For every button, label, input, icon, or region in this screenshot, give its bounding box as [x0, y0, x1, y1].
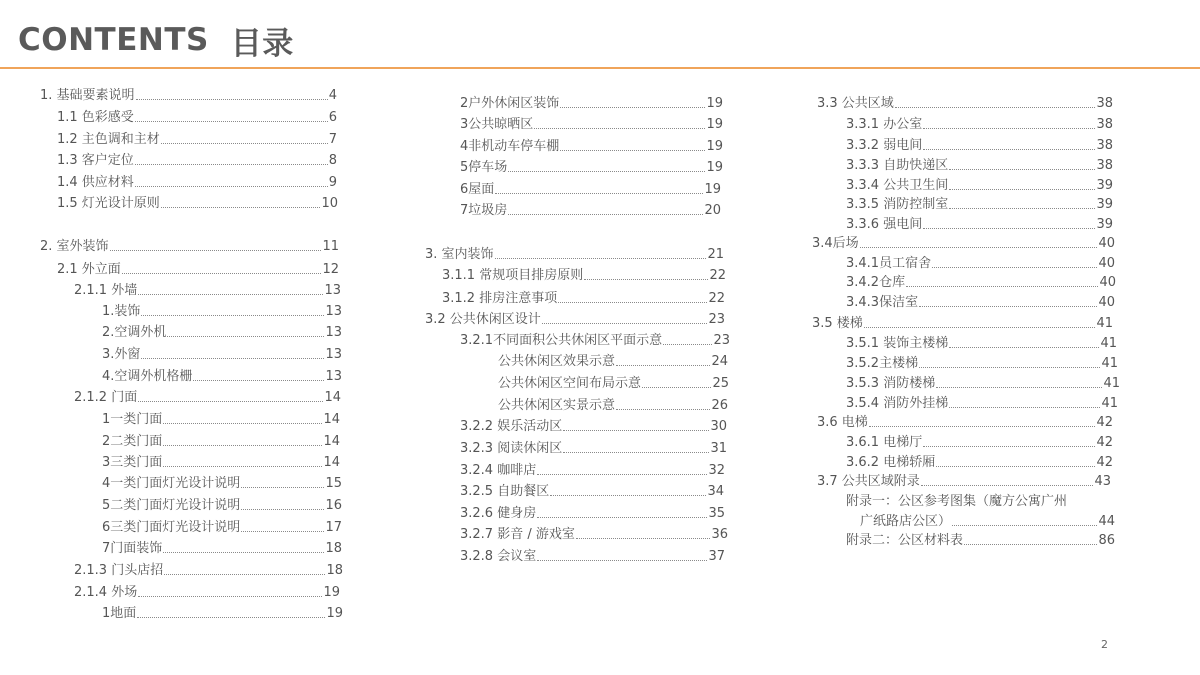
toc-entry-page: 40 [1098, 236, 1115, 251]
toc-entry-page: 12 [322, 262, 339, 277]
toc-entry-title: 3.5.4 消防外挂梯 [846, 396, 949, 411]
toc-dot-leader [923, 128, 1095, 129]
toc-entry-title: 1.装饰 [102, 304, 141, 319]
toc-entry-title: 1地面 [102, 606, 137, 621]
toc-entry[interactable] [846, 455, 1113, 470]
toc-entry[interactable] [812, 236, 1115, 251]
toc-entry-title: 3. 室内装饰 [425, 247, 494, 262]
toc-entry-page: 38 [1096, 117, 1113, 132]
toc-entry-title: 3.2.6 健身房 [460, 506, 537, 521]
toc-entry[interactable] [846, 494, 1102, 509]
toc-column-3 [0, 80, 1200, 640]
toc-entry-page: 13 [324, 283, 341, 298]
toc-entry-page: 44 [1098, 514, 1115, 529]
toc-entry-title: 3.6.2 电梯轿厢 [846, 455, 936, 470]
toc-entry[interactable] [846, 396, 1118, 411]
toc-entry-title: 3三类门面 [102, 455, 163, 470]
toc-entry-title: 3.5.3 消防楼梯 [846, 376, 936, 391]
toc-entry-page: 37 [708, 549, 725, 564]
toc-entry-page: 24 [711, 354, 728, 369]
toc-entry-page: 42 [1096, 415, 1113, 430]
toc-entry-page: 41 [1103, 376, 1120, 391]
toc-entry-page: 41 [1101, 356, 1118, 371]
toc-entry-page: 32 [708, 463, 725, 478]
toc-dot-leader [932, 267, 1097, 268]
toc-dot-leader [921, 485, 1094, 486]
toc-dot-leader [919, 306, 1097, 307]
toc-entry-page: 14 [324, 390, 341, 405]
toc-entry-title: 3.3.2 弱电间 [846, 138, 923, 153]
toc-entry-title: 1.2 主色调和主材 [57, 132, 160, 147]
toc-entry[interactable] [846, 295, 1115, 310]
toc-entry-page: 38 [1096, 158, 1113, 173]
toc-dot-leader [860, 247, 1098, 248]
toc-entry-title: 7垃圾房 [460, 203, 508, 218]
toc-entry-title: 3.4.2仓库 [846, 275, 906, 290]
toc-entry-title: 3.3.1 办公室 [846, 117, 923, 132]
toc-entry-title: 3公共晾晒区 [460, 117, 534, 132]
toc-entry-page: 10 [321, 196, 338, 211]
toc-entry-title: 2.空调外机 [102, 325, 167, 340]
toc-entry-title: 3.3.5 消防控制室 [846, 197, 949, 212]
toc-entry-title: 3.2 公共休闲区设计 [425, 312, 541, 327]
toc-entry-page: 18 [326, 563, 343, 578]
toc-entry-title: 3.5.2主楼梯 [846, 356, 919, 371]
toc-entry[interactable] [846, 435, 1113, 450]
toc-dot-leader [895, 107, 1096, 108]
toc-entry-page: 4 [328, 88, 337, 103]
toc-entry-title: 7门面装饰 [102, 541, 163, 556]
toc-entry-page: 14 [323, 434, 340, 449]
toc-dot-leader [906, 286, 1098, 287]
toc-entry-page: 8 [328, 153, 337, 168]
toc-entry-page: 22 [709, 268, 726, 283]
toc-entry-page: 19 [706, 160, 723, 175]
toc-dot-leader [949, 169, 1095, 170]
toc-entry-title: 广纸路店公区） [860, 514, 952, 529]
toc-entry-page: 38 [1096, 96, 1113, 111]
toc-dot-leader [936, 387, 1102, 388]
toc-entry-title: 3.2.2 娱乐活动区 [460, 419, 563, 434]
toc-entry-title: 3.3.3 自助快递区 [846, 158, 949, 173]
toc-dot-leader [919, 367, 1100, 368]
toc-entry-page: 39 [1096, 217, 1113, 232]
toc-entry-page: 17 [325, 520, 342, 535]
toc-entry-page: 13 [325, 369, 342, 384]
toc-dot-leader [923, 446, 1095, 447]
toc-entry-title: 3.5 楼梯 [812, 316, 863, 331]
toc-dot-leader [923, 228, 1095, 229]
toc-dot-leader [949, 347, 1099, 348]
toc-entry-title: 6屋面 [460, 182, 495, 197]
toc-entry-page: 42 [1096, 455, 1113, 470]
toc-entry-title: 3.2.8 会议室 [460, 549, 537, 564]
toc-entry-title: 3.3.6 强电间 [846, 217, 923, 232]
toc-entry-page: 43 [1094, 474, 1111, 489]
toc-entry-page: 13 [325, 347, 342, 362]
toc-entry[interactable] [846, 197, 1113, 212]
toc-entry-page: 19 [326, 606, 343, 621]
toc-entry-title: 2户外休闲区装饰 [460, 96, 560, 111]
toc-entry-page: 40 [1098, 256, 1115, 271]
toc-entry-title: 3.2.7 影音 / 游戏室 [460, 527, 575, 542]
toc-dot-leader [949, 208, 1095, 209]
toc-entry[interactable] [846, 376, 1120, 391]
toc-entry-page: 22 [708, 291, 725, 306]
toc-entry[interactable] [846, 217, 1113, 232]
toc-dot-leader [864, 327, 1096, 328]
toc-entry-title: 1.4 供应材料 [57, 175, 134, 190]
title-chinese: 目录 [230, 25, 294, 62]
toc-entry[interactable] [846, 117, 1113, 132]
toc-entry-page: 86 [1098, 533, 1115, 548]
page-number: 2 [1101, 638, 1108, 651]
toc-entry-page: 15 [325, 476, 342, 491]
toc-entry[interactable] [846, 178, 1113, 193]
toc-entry-page: 19 [323, 585, 340, 600]
toc-entry-page: 13 [325, 304, 342, 319]
toc-entry-title: 1.3 客户定位 [57, 153, 134, 168]
toc-entry[interactable] [846, 158, 1113, 173]
toc-entry[interactable] [846, 275, 1116, 290]
toc-entry-title: 3.外窗 [102, 347, 141, 362]
toc-entry-title: 1. 基础要素说明 [40, 88, 135, 103]
toc-entry-title: 附录一：公区参考图集（魔方公寓广州 [846, 494, 1068, 509]
toc-entry-page: 41 [1096, 316, 1113, 331]
toc-entry-page: 19 [706, 139, 723, 154]
toc-entry-page: 7 [328, 132, 337, 147]
toc-entry-page: 19 [704, 182, 721, 197]
toc-entry-title: 3.2.5 自助餐区 [460, 484, 550, 499]
toc-entry-page: 35 [708, 506, 725, 521]
toc-entry-page: 39 [1096, 178, 1113, 193]
toc-entry-title: 4.空调外机格栅 [102, 369, 193, 384]
toc-entry-title: 3.2.3 阅读休闲区 [460, 441, 563, 456]
toc-entry-title: 公共休闲区空间布局示意 [498, 376, 642, 391]
toc-dot-leader [936, 466, 1095, 467]
toc-entry-page: 13 [325, 325, 342, 340]
title-english: CONTENTS [18, 22, 209, 58]
toc-entry-page: 14 [323, 412, 340, 427]
toc-entry-title: 2.1 外立面 [57, 262, 121, 277]
toc-entry-title: 4非机动车停车棚 [460, 139, 560, 154]
page-header [18, 18, 294, 62]
header-divider [0, 67, 1200, 69]
toc-entry-title: 2二类门面 [102, 434, 163, 449]
toc-entry-page: 19 [706, 117, 723, 132]
toc-dot-leader [923, 149, 1095, 150]
toc-entry-page: 23 [708, 312, 725, 327]
toc-entry-title: 公共休闲区实景示意 [498, 398, 616, 413]
toc-entry-title: 3.5.1 装饰主楼梯 [846, 336, 949, 351]
toc-entry-title: 5二类门面灯光设计说明 [102, 498, 241, 513]
toc-entry-title: 3.4后场 [812, 236, 859, 251]
toc-entry-page: 36 [711, 527, 728, 542]
toc-entry-page: 38 [1096, 138, 1113, 153]
toc-entry-title: 3.3 公共区域 [817, 96, 894, 111]
toc-entry-title: 6三类门面灯光设计说明 [102, 520, 241, 535]
toc-entry-title: 2.1.2 门面 [74, 390, 138, 405]
toc-entry-title: 2.1.1 外墙 [74, 283, 138, 298]
toc-entry[interactable] [846, 256, 1115, 271]
toc-entry-title: 3.1.1 常规项目排房原则 [442, 268, 584, 283]
toc-entry[interactable] [846, 336, 1117, 351]
toc-entry-title: 3.1.2 排房注意事项 [442, 291, 558, 306]
toc-entry-page: 26 [711, 398, 728, 413]
toc-entry-page: 9 [328, 175, 337, 190]
toc-entry-page: 40 [1099, 275, 1116, 290]
toc-entry[interactable] [846, 533, 1115, 548]
toc-entry-page: 23 [713, 333, 730, 348]
toc-entry-title: 4一类门面灯光设计说明 [102, 476, 241, 491]
toc-entry-title: 3.4.1员工宿舍 [846, 256, 932, 271]
toc-entry-title: 5停车场 [460, 160, 508, 175]
toc-entry-page: 14 [323, 455, 340, 470]
toc-entry-page: 30 [710, 419, 727, 434]
toc-entry-page: 41 [1100, 336, 1117, 351]
toc-entry-title: 2.1.4 外场 [74, 585, 138, 600]
toc-entry-page: 34 [707, 484, 724, 499]
toc-entry-title: 3.6 电梯 [817, 415, 868, 430]
toc-entry-page: 21 [707, 247, 724, 262]
toc-entry-title: 3.7 公共区域附录 [817, 474, 920, 489]
toc-entry-page: 19 [706, 96, 723, 111]
toc-entry-page: 16 [325, 498, 342, 513]
toc-entry-page: 6 [328, 110, 337, 125]
toc-entry[interactable] [846, 138, 1113, 153]
toc-entry-title: 2.1.3 门头店招 [74, 563, 164, 578]
toc-entry-title: 1.5 灯光设计原则 [57, 196, 160, 211]
toc-dot-leader [952, 525, 1097, 526]
toc-dot-leader [964, 544, 1097, 545]
toc-entry-title: 1.1 色彩感受 [57, 110, 134, 125]
toc-entry[interactable] [817, 474, 1111, 489]
toc-entry-title: 3.6.1 电梯厅 [846, 435, 923, 450]
toc-entry-page: 41 [1101, 396, 1118, 411]
toc-entry[interactable] [817, 96, 1113, 111]
toc-entry-title: 3.2.1不同面积公共休闲区平面示意 [460, 333, 663, 348]
toc-entry[interactable] [817, 415, 1113, 430]
toc-entry-page: 31 [710, 441, 727, 456]
toc-entry-title: 3.3.4 公共卫生间 [846, 178, 949, 193]
toc-entry-page: 18 [325, 541, 342, 556]
toc-entry-page: 39 [1096, 197, 1113, 212]
toc-dot-leader [949, 189, 1095, 190]
toc-entry-title: 3.4.3保洁室 [846, 295, 919, 310]
toc-entry-page: 20 [704, 203, 721, 218]
toc-entry-title: 2. 室外装饰 [40, 239, 109, 254]
toc-entry-page: 42 [1096, 435, 1113, 450]
toc-entry-title: 3.2.4 咖啡店 [460, 463, 537, 478]
toc-entry[interactable] [812, 316, 1113, 331]
toc-entry-title: 附录二：公区材料表 [846, 533, 964, 548]
toc-entry-page: 40 [1098, 295, 1115, 310]
toc-dot-leader [869, 426, 1096, 427]
toc-entry-title: 1一类门面 [102, 412, 163, 427]
toc-entry-page: 11 [322, 239, 339, 254]
toc-entry[interactable] [860, 514, 1115, 529]
toc-entry-page: 25 [712, 376, 729, 391]
toc-entry-title: 公共休闲区效果示意 [498, 354, 616, 369]
toc-entry[interactable] [846, 356, 1118, 371]
toc-dot-leader [949, 407, 1100, 408]
